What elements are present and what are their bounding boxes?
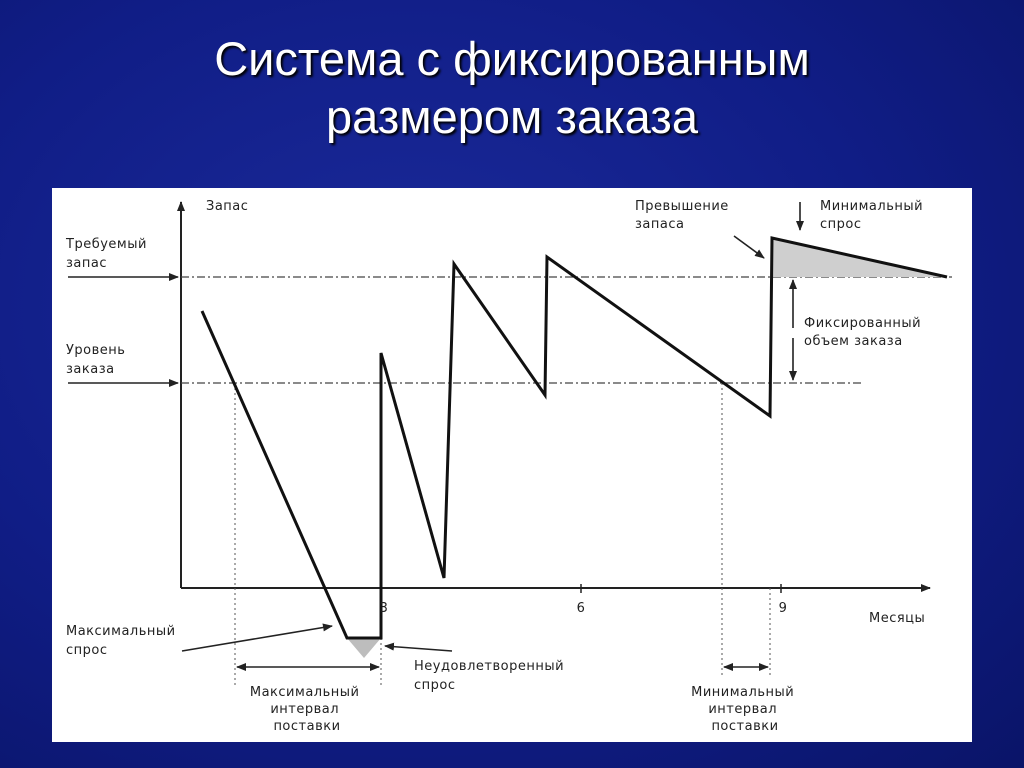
unmet-demand-area bbox=[347, 638, 381, 658]
min-interval-label: Минимальный интервал поставки bbox=[691, 685, 795, 734]
max-demand-label: Максимальный спрос bbox=[66, 624, 176, 658]
x-tick-label: 3 bbox=[379, 601, 389, 616]
min-demand-label: Минимальный спрос bbox=[820, 199, 924, 232]
unmet-demand-label: Неудовлетворенный спрос bbox=[414, 659, 565, 693]
excess-stock-arrow bbox=[734, 236, 764, 258]
required-stock-label: Требуемый запас bbox=[66, 237, 147, 271]
slide-title-line-1: Система с фиксированным bbox=[214, 32, 810, 85]
order-level-label: Уровень заказа bbox=[66, 343, 126, 377]
fixed-volume-label: Фиксированный объем заказа bbox=[804, 316, 922, 349]
inventory-diagram bbox=[52, 188, 972, 742]
x-tick-label: 6 bbox=[576, 601, 586, 616]
inventory-level-line bbox=[202, 238, 947, 638]
max-demand-arrow bbox=[182, 626, 332, 651]
slide-title bbox=[0, 30, 1024, 146]
x-tick-label: 9 bbox=[778, 601, 788, 616]
unmet-demand-arrow bbox=[385, 646, 452, 651]
slide-title-line-2: размером заказа bbox=[326, 90, 698, 143]
diagram-svg bbox=[52, 188, 972, 742]
y-axis-label: Запас bbox=[206, 199, 249, 214]
x-axis-label: Месяцы bbox=[869, 611, 926, 626]
excess-stock-label: Превышение запаса bbox=[635, 199, 729, 232]
max-interval-label: Максимальный интервал поставки bbox=[249, 685, 360, 734]
